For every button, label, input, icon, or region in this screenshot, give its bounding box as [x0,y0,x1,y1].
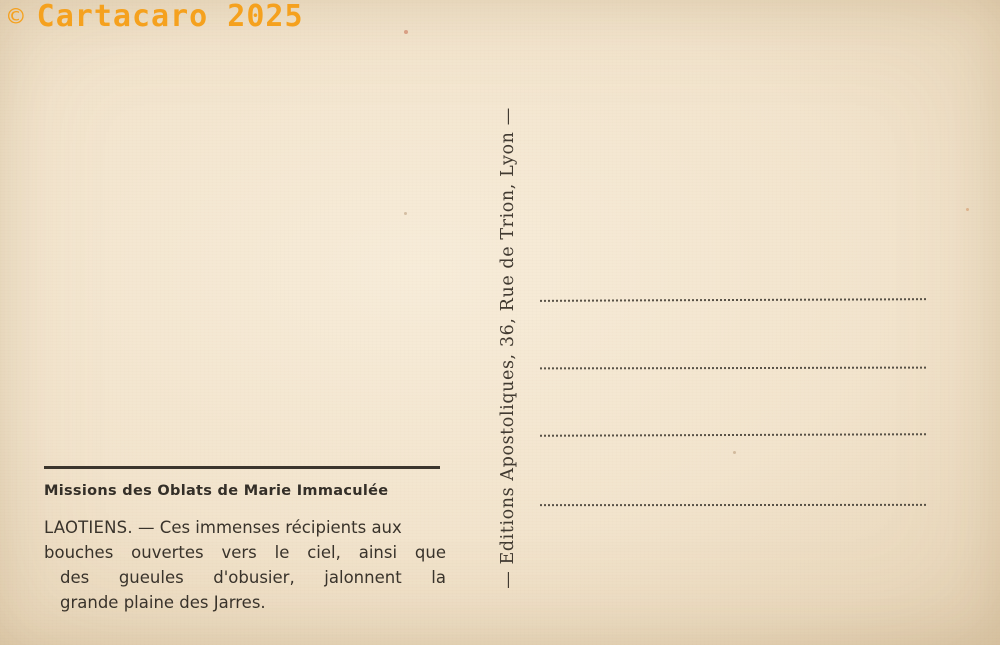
caption-text [44,515,446,615]
caption-word: que [414,543,446,563]
caption-row [44,540,446,565]
caption-row: grande plaine des Jarres. [60,593,266,613]
publisher-imprint [487,88,529,608]
caption-block [44,466,448,615]
watermark-label: Cartacaro 2025 [36,0,304,34]
caption-subject: LAOTIENS. [44,518,133,537]
caption-word: gueules [118,568,184,588]
caption-word: vers [221,543,257,563]
copyright-icon: © [8,2,25,32]
caption-word: ouvertes [131,543,204,563]
caption-word: bouches [44,543,114,563]
caption-word: ciel, [307,543,341,563]
caption-word: jalonnent [324,568,402,588]
caption-word: le [274,543,290,563]
caption-word: ainsi [358,543,398,563]
caption-row-text: Ces immenses récipients aux [159,518,402,537]
caption-word: des [60,568,90,588]
caption-row [44,565,446,590]
series-title: Missions des Oblats de Marie Immaculée [44,483,389,499]
publisher-imprint-text: — Editions Apostoliques, 36, Rue de Trion, Lyon — [498,107,518,589]
caption-word: la [431,568,446,588]
address-line-4[interactable] [540,504,928,506]
caption-row-first [44,515,446,540]
caption-divider [44,466,440,469]
caption-word: d'obusier, [213,568,295,588]
caption-dash: — [138,518,155,537]
watermark [8,2,304,32]
